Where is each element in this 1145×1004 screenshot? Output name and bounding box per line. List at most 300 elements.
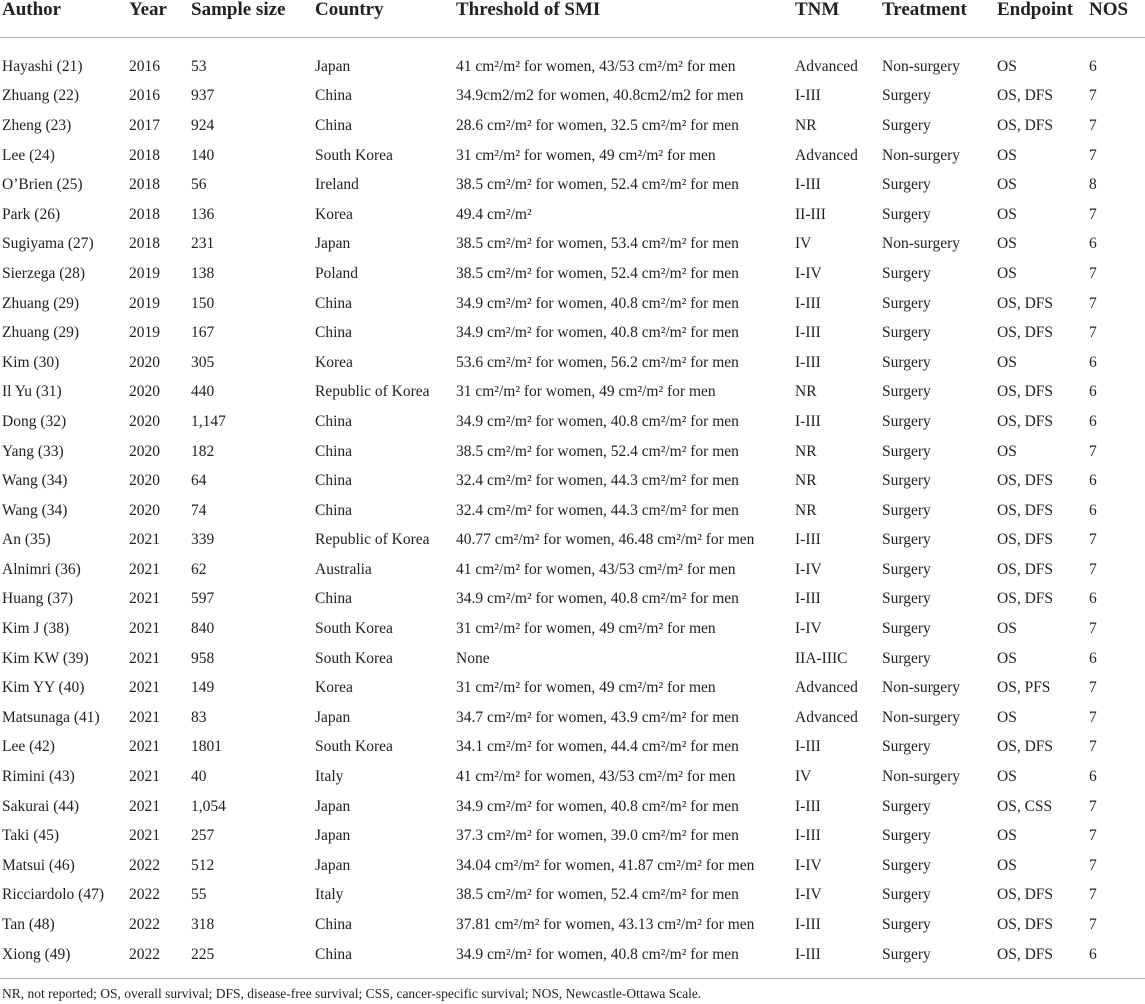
cell-year: 2020 [129, 383, 160, 401]
table-row [0, 585, 1145, 615]
cell-tnm: I-III [795, 531, 821, 549]
cell-year: 2016 [129, 57, 160, 75]
table-row [0, 851, 1145, 881]
cell-country: Japan [315, 856, 351, 874]
table-row [0, 614, 1145, 644]
cell-treatment: Surgery [882, 324, 931, 342]
cell-endpoint: OS, DFS [997, 916, 1053, 934]
cell-endpoint: OS [997, 649, 1017, 667]
table-row [0, 526, 1145, 556]
cell-sample-size: 597 [191, 590, 215, 608]
cell-country: Italy [315, 768, 344, 786]
cell-threshold: 34.7 cm²/m² for women, 43.9 cm²/m² for men [456, 708, 739, 726]
cell-nos: 7 [1089, 442, 1097, 460]
cell-endpoint: OS [997, 442, 1017, 460]
cell-country: Republic of Korea [315, 531, 430, 549]
cell-tnm: I-III [795, 590, 821, 608]
cell-author: Zheng (23) [2, 116, 72, 134]
cell-year: 2022 [129, 886, 160, 904]
cell-nos: 6 [1089, 590, 1097, 608]
cell-nos: 6 [1089, 945, 1097, 963]
cell-endpoint: OS, DFS [997, 501, 1053, 519]
cell-threshold: 41 cm²/m² for women, 43/53 cm²/m² for men [456, 768, 736, 786]
cell-author: Tan (48) [2, 916, 55, 934]
cell-year: 2018 [129, 176, 160, 194]
cell-country: China [315, 916, 353, 934]
cell-treatment: Surgery [882, 264, 931, 282]
cell-threshold: 53.6 cm²/m² for women, 56.2 cm²/m² for men [456, 353, 739, 371]
table-row [0, 821, 1145, 851]
cell-country: Japan [315, 827, 351, 845]
cell-country: South Korea [315, 620, 393, 638]
cell-nos: 6 [1089, 353, 1097, 371]
cell-country: China [315, 501, 353, 519]
cell-treatment: Surgery [882, 294, 931, 312]
cell-year: 2022 [129, 945, 160, 963]
table-row [0, 437, 1145, 467]
table-row [0, 111, 1145, 141]
cell-nos: 6 [1089, 235, 1097, 253]
cell-nos: 7 [1089, 827, 1097, 845]
cell-treatment: Surgery [882, 87, 931, 105]
cell-sample-size: 512 [191, 856, 215, 874]
cell-year: 2017 [129, 116, 160, 134]
cell-year: 2022 [129, 916, 160, 934]
header-year: Year [129, 0, 191, 38]
header-country: Country [315, 0, 456, 38]
table-row [0, 733, 1145, 763]
cell-nos: 7 [1089, 146, 1097, 164]
cell-author: Kim KW (39) [2, 649, 89, 667]
cell-endpoint: OS, DFS [997, 116, 1053, 134]
cell-endpoint: OS, DFS [997, 590, 1053, 608]
cell-tnm: NR [795, 472, 817, 490]
cell-treatment: Non-surgery [882, 768, 961, 786]
cell-tnm: NR [795, 383, 817, 401]
cell-tnm: II-III [795, 205, 826, 223]
cell-year: 2019 [129, 264, 160, 282]
cell-author: Hayashi (21) [2, 57, 83, 75]
cell-threshold: 34.9 cm²/m² for women, 40.8 cm²/m² for men [456, 945, 739, 963]
cell-endpoint: OS [997, 827, 1017, 845]
cell-year: 2018 [129, 235, 160, 253]
cell-sample-size: 1801 [191, 738, 222, 756]
cell-year: 2020 [129, 501, 160, 519]
cell-threshold: 34.9 cm²/m² for women, 40.8 cm²/m² for men [456, 324, 739, 342]
cell-year: 2018 [129, 146, 160, 164]
cell-author: Wang (34) [2, 472, 68, 490]
cell-author: Ricciardolo (47) [2, 886, 105, 904]
table-row [0, 703, 1145, 733]
cell-treatment: Surgery [882, 560, 931, 578]
cell-year: 2021 [129, 560, 160, 578]
cell-treatment: Non-surgery [882, 679, 961, 697]
cell-sample-size: 305 [191, 353, 215, 371]
cell-author: Matsui (46) [2, 856, 75, 874]
cell-tnm: I-III [795, 916, 821, 934]
cell-sample-size: 62 [191, 560, 207, 578]
table-row [0, 318, 1145, 348]
cell-threshold: 31 cm²/m² for women, 49 cm²/m² for men [456, 620, 716, 638]
cell-country: Ireland [315, 176, 359, 194]
table-row [0, 141, 1145, 171]
table-row [0, 289, 1145, 319]
cell-endpoint: OS, PFS [997, 679, 1051, 697]
cell-author: An (35) [2, 531, 51, 549]
cell-author: Kim (30) [2, 353, 60, 371]
cell-threshold: 28.6 cm²/m² for women, 32.5 cm²/m² for men [456, 116, 739, 134]
cell-author: Sugiyama (27) [2, 235, 94, 253]
cell-country: China [315, 116, 353, 134]
cell-author: Matsunaga (41) [2, 708, 100, 726]
cell-nos: 7 [1089, 560, 1097, 578]
cell-country: Italy [315, 886, 344, 904]
cell-endpoint: OS, DFS [997, 412, 1053, 430]
table-row [0, 348, 1145, 378]
cell-country: China [315, 945, 353, 963]
cell-threshold: 38.5 cm²/m² for women, 52.4 cm²/m² for men [456, 442, 739, 460]
cell-treatment: Surgery [882, 827, 931, 845]
cell-nos: 7 [1089, 294, 1097, 312]
table-row [0, 762, 1145, 792]
cell-endpoint: OS, DFS [997, 531, 1053, 549]
cell-tnm: I-IV [795, 856, 822, 874]
header-threshold-smi: Threshold of SMI [456, 0, 795, 38]
cell-endpoint: OS [997, 620, 1017, 638]
cell-endpoint: OS, DFS [997, 324, 1053, 342]
cell-threshold: 38.5 cm²/m² for women, 52.4 cm²/m² for men [456, 264, 739, 282]
cell-year: 2021 [129, 797, 160, 815]
cell-nos: 7 [1089, 324, 1097, 342]
cell-sample-size: 149 [191, 679, 215, 697]
cell-year: 2021 [129, 531, 160, 549]
cell-treatment: Non-surgery [882, 57, 961, 75]
table-row [0, 200, 1145, 230]
header-sample-size: Sample size [191, 0, 315, 38]
cell-threshold: 34.9 cm²/m² for women, 40.8 cm²/m² for men [456, 412, 739, 430]
cell-treatment: Surgery [882, 412, 931, 430]
cell-threshold: 41 cm²/m² for women, 43/53 cm²/m² for men [456, 560, 736, 578]
cell-nos: 6 [1089, 501, 1097, 519]
cell-year: 2020 [129, 442, 160, 460]
table-row [0, 940, 1145, 979]
cell-country: China [315, 412, 353, 430]
cell-author: Wang (34) [2, 501, 68, 519]
cell-treatment: Surgery [882, 353, 931, 371]
cell-year: 2018 [129, 205, 160, 223]
cell-endpoint: OS, DFS [997, 383, 1053, 401]
cell-nos: 8 [1089, 176, 1097, 194]
cell-sample-size: 440 [191, 383, 215, 401]
table-row [0, 82, 1145, 112]
cell-sample-size: 138 [191, 264, 215, 282]
cell-nos: 7 [1089, 679, 1097, 697]
cell-endpoint: OS [997, 856, 1017, 874]
cell-threshold: 38.5 cm²/m² for women, 53.4 cm²/m² for men [456, 235, 739, 253]
cell-threshold: 34.9 cm²/m² for women, 40.8 cm²/m² for men [456, 590, 739, 608]
cell-year: 2021 [129, 827, 160, 845]
table-row [0, 792, 1145, 822]
cell-author: Alnimri (36) [2, 560, 81, 578]
header-tnm: TNM [795, 0, 882, 38]
cell-threshold: None [456, 649, 490, 667]
cell-threshold: 40.77 cm²/m² for women, 46.48 cm²/m² for men [456, 531, 755, 549]
cell-sample-size: 83 [191, 708, 207, 726]
table-row [0, 466, 1145, 496]
cell-year: 2021 [129, 708, 160, 726]
cell-author: Taki (45) [2, 827, 60, 845]
cell-year: 2021 [129, 679, 160, 697]
table-row [0, 230, 1145, 260]
cell-country: Korea [315, 353, 353, 371]
cell-tnm: I-III [795, 827, 821, 845]
cell-nos: 7 [1089, 856, 1097, 874]
cell-country: South Korea [315, 738, 393, 756]
cell-endpoint: OS [997, 235, 1017, 253]
cell-sample-size: 74 [191, 501, 207, 519]
table-row [0, 38, 1145, 82]
cell-treatment: Surgery [882, 472, 931, 490]
cell-endpoint: OS [997, 264, 1017, 282]
cell-tnm: Advanced [795, 708, 858, 726]
cell-author: Yang (33) [2, 442, 64, 460]
cell-treatment: Surgery [882, 916, 931, 934]
table-row [0, 644, 1145, 674]
cell-author: Lee (42) [2, 738, 55, 756]
cell-country: China [315, 590, 353, 608]
cell-treatment: Surgery [882, 649, 931, 667]
cell-threshold: 31 cm²/m² for women, 49 cm²/m² for men [456, 146, 716, 164]
cell-endpoint: OS [997, 708, 1017, 726]
cell-year: 2020 [129, 353, 160, 371]
cell-nos: 7 [1089, 916, 1097, 934]
cell-treatment: Surgery [882, 797, 931, 815]
cell-nos: 6 [1089, 768, 1097, 786]
cell-sample-size: 937 [191, 87, 215, 105]
cell-author: O’Brien (25) [2, 176, 83, 194]
cell-country: South Korea [315, 146, 393, 164]
cell-endpoint: OS [997, 353, 1017, 371]
cell-sample-size: 167 [191, 324, 215, 342]
cell-author: Xiong (49) [2, 945, 71, 963]
header-author: Author [0, 0, 129, 38]
cell-year: 2021 [129, 768, 160, 786]
cell-nos: 6 [1089, 57, 1097, 75]
cell-author: Huang (37) [2, 590, 74, 608]
cell-sample-size: 53 [191, 57, 207, 75]
cell-threshold: 34.1 cm²/m² for women, 44.4 cm²/m² for men [456, 738, 739, 756]
table-row [0, 555, 1145, 585]
cell-treatment: Surgery [882, 886, 931, 904]
cell-threshold: 34.9 cm²/m² for women, 40.8 cm²/m² for men [456, 294, 739, 312]
cell-author: Zhuang (29) [2, 294, 80, 312]
cell-threshold: 34.04 cm²/m² for women, 41.87 cm²/m² for men [456, 856, 755, 874]
cell-tnm: NR [795, 442, 817, 460]
cell-sample-size: 56 [191, 176, 207, 194]
cell-treatment: Surgery [882, 856, 931, 874]
cell-treatment: Surgery [882, 501, 931, 519]
cell-country: Japan [315, 235, 351, 253]
cell-author: Sierzega (28) [2, 264, 86, 282]
cell-country: China [315, 294, 353, 312]
cell-year: 2021 [129, 649, 160, 667]
cell-tnm: I-III [795, 797, 821, 815]
cell-sample-size: 182 [191, 442, 215, 460]
cell-sample-size: 136 [191, 205, 215, 223]
cell-sample-size: 924 [191, 116, 215, 134]
cell-treatment: Surgery [882, 116, 931, 134]
cell-endpoint: OS, DFS [997, 87, 1053, 105]
cell-endpoint: OS, DFS [997, 945, 1053, 963]
cell-tnm: I-IV [795, 264, 822, 282]
cell-endpoint: OS, DFS [997, 560, 1053, 578]
cell-nos: 7 [1089, 264, 1097, 282]
cell-threshold: 38.5 cm²/m² for women, 52.4 cm²/m² for men [456, 176, 739, 194]
cell-country: China [315, 87, 353, 105]
cell-sample-size: 231 [191, 235, 215, 253]
cell-year: 2016 [129, 87, 160, 105]
cell-author: Kim YY (40) [2, 679, 85, 697]
cell-treatment: Surgery [882, 383, 931, 401]
cell-tnm: Advanced [795, 679, 858, 697]
cell-threshold: 37.3 cm²/m² for women, 39.0 cm²/m² for men [456, 827, 739, 845]
cell-nos: 6 [1089, 383, 1097, 401]
cell-tnm: I-IV [795, 560, 822, 578]
cell-treatment: Non-surgery [882, 235, 961, 253]
table-body [0, 38, 1145, 979]
cell-sample-size: 140 [191, 146, 215, 164]
cell-sample-size: 257 [191, 827, 215, 845]
cell-tnm: I-III [795, 945, 821, 963]
cell-nos: 7 [1089, 738, 1097, 756]
cell-nos: 7 [1089, 708, 1097, 726]
cell-nos: 6 [1089, 649, 1097, 667]
table-row [0, 673, 1145, 703]
cell-threshold: 34.9 cm²/m² for women, 40.8 cm²/m² for men [456, 797, 739, 815]
cell-treatment: Non-surgery [882, 708, 961, 726]
table-row [0, 407, 1145, 437]
table-row [0, 496, 1145, 526]
cell-country: Republic of Korea [315, 383, 430, 401]
cell-treatment: Surgery [882, 620, 931, 638]
cell-sample-size: 840 [191, 620, 215, 638]
cell-endpoint: OS, DFS [997, 886, 1053, 904]
header-treatment: Treatment [882, 0, 997, 38]
cell-sample-size: 1,054 [191, 797, 226, 815]
cell-nos: 6 [1089, 472, 1097, 490]
cell-nos: 7 [1089, 205, 1097, 223]
cell-tnm: I-III [795, 176, 821, 194]
cell-country: Korea [315, 205, 353, 223]
cell-treatment: Surgery [882, 590, 931, 608]
cell-threshold: 37.81 cm²/m² for women, 43.13 cm²/m² for men [456, 916, 755, 934]
cell-sample-size: 318 [191, 916, 215, 934]
cell-treatment: Non-surgery [882, 146, 961, 164]
table-row [0, 259, 1145, 289]
cell-nos: 7 [1089, 116, 1097, 134]
cell-treatment: Surgery [882, 531, 931, 549]
cell-sample-size: 150 [191, 294, 215, 312]
cell-year: 2019 [129, 294, 160, 312]
cell-tnm: Advanced [795, 146, 858, 164]
cell-author: Zhuang (29) [2, 324, 80, 342]
cell-tnm: I-III [795, 87, 821, 105]
cell-author: Dong (32) [2, 412, 67, 430]
cell-treatment: Surgery [882, 176, 931, 194]
cell-tnm: I-III [795, 294, 821, 312]
cell-endpoint: OS, DFS [997, 294, 1053, 312]
cell-year: 2019 [129, 324, 160, 342]
cell-sample-size: 958 [191, 649, 215, 667]
cell-endpoint: OS [997, 57, 1017, 75]
cell-sample-size: 55 [191, 886, 207, 904]
cell-country: Korea [315, 679, 353, 697]
cell-treatment: Surgery [882, 945, 931, 963]
cell-year: 2020 [129, 412, 160, 430]
table-footnote: NR, not reported; OS, overall survival; DFS, disease-free survival; CSS, cancer-specific survival; NOS, Newcastle-Ottawa Scale. [2, 986, 702, 1001]
cell-country: Poland [315, 264, 359, 282]
cell-author: Kim J (38) [2, 620, 70, 638]
cell-endpoint: OS [997, 146, 1017, 164]
cell-sample-size: 225 [191, 945, 215, 963]
cell-country: China [315, 442, 353, 460]
cell-tnm: Advanced [795, 57, 858, 75]
cell-country: China [315, 472, 353, 490]
cell-author: Zhuang (22) [2, 87, 80, 105]
cell-nos: 7 [1089, 87, 1097, 105]
cell-year: 2020 [129, 472, 160, 490]
cell-author: Il Yu (31) [2, 383, 62, 401]
cell-nos: 7 [1089, 797, 1097, 815]
cell-tnm: I-III [795, 412, 821, 430]
cell-country: Japan [315, 708, 351, 726]
cell-year: 2022 [129, 856, 160, 874]
cell-treatment: Surgery [882, 205, 931, 223]
cell-country: Japan [315, 57, 351, 75]
header-nos: NOS [1089, 0, 1145, 38]
table-row [0, 378, 1145, 408]
cell-tnm: I-III [795, 738, 821, 756]
cell-tnm: IIA-IIIC [795, 649, 848, 667]
header-row [0, 0, 1145, 38]
table-header [0, 0, 1145, 38]
cell-sample-size: 339 [191, 531, 215, 549]
cell-nos: 6 [1089, 412, 1097, 430]
table-row [0, 910, 1145, 940]
cell-threshold: 38.5 cm²/m² for women, 52.4 cm²/m² for men [456, 886, 739, 904]
cell-country: Australia [315, 560, 372, 578]
cell-nos: 7 [1089, 886, 1097, 904]
cell-author: Lee (24) [2, 146, 55, 164]
cell-threshold: 32.4 cm²/m² for women, 44.3 cm²/m² for men [456, 472, 739, 490]
cell-threshold: 41 cm²/m² for women, 43/53 cm²/m² for men [456, 57, 736, 75]
cell-endpoint: OS, DFS [997, 472, 1053, 490]
cell-tnm: NR [795, 501, 817, 519]
header-endpoint: Endpoint [997, 0, 1089, 38]
table-bottom-rule [0, 978, 1145, 979]
cell-tnm: IV [795, 235, 812, 253]
cell-year: 2021 [129, 590, 160, 608]
table-row [0, 881, 1145, 911]
cell-nos: 7 [1089, 620, 1097, 638]
cell-author: Rimini (43) [2, 768, 75, 786]
cell-sample-size: 1,147 [191, 412, 226, 430]
cell-country: China [315, 324, 353, 342]
table-row [0, 170, 1145, 200]
cell-tnm: I-III [795, 353, 821, 371]
cell-tnm: NR [795, 116, 817, 134]
cell-nos: 7 [1089, 531, 1097, 549]
